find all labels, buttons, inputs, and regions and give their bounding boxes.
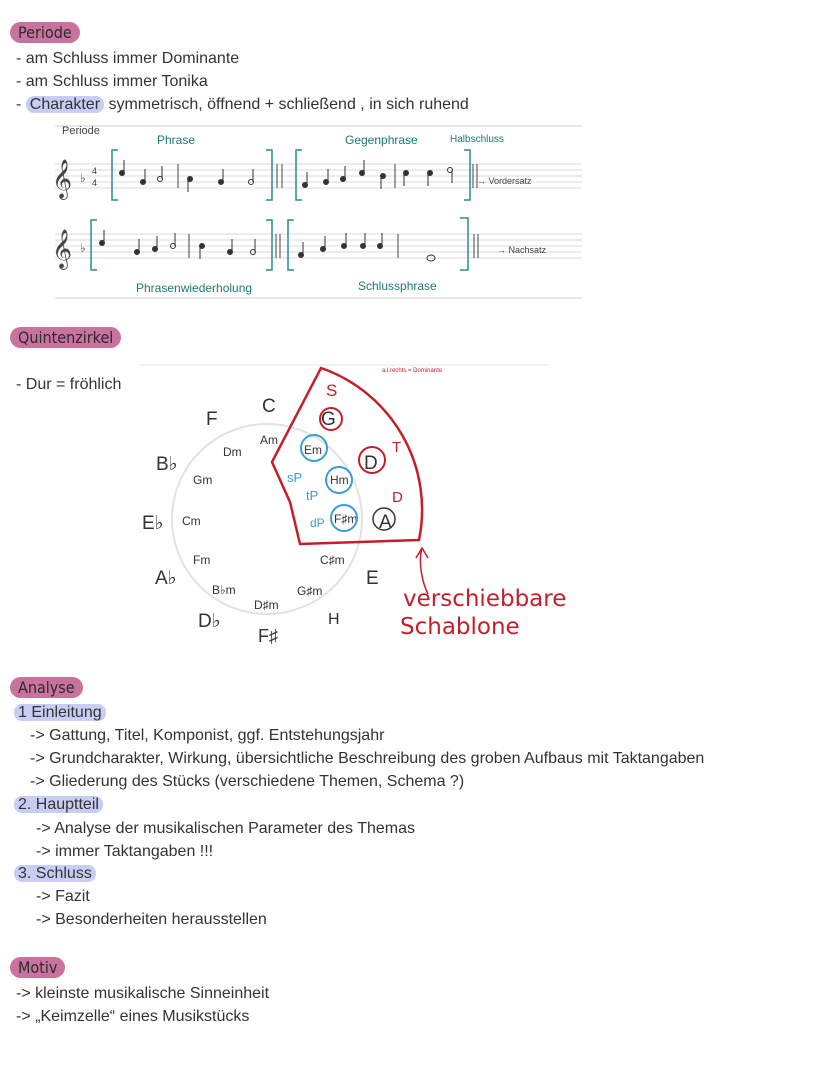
label-vordersatz: → Vordersatz: [477, 176, 532, 186]
svg-text:F: F: [206, 409, 218, 430]
caption-line-2: Schablone: [400, 614, 520, 640]
periode-staff-diagram: [40, 120, 585, 305]
label-sp: sP: [287, 470, 303, 485]
svg-text:G: G: [321, 409, 336, 430]
charakter-text: symmetrisch, öffnend + schließend , in sich ruhend: [104, 96, 469, 113]
section-hauptteil: [14, 796, 103, 814]
heading-motiv: Motiv: [10, 957, 65, 978]
svg-text:Hm: Hm: [330, 473, 349, 487]
heading-analyse: Analyse: [10, 677, 83, 698]
section-hauptteil-title: 2. Hauptteil: [14, 796, 103, 813]
label-phrase: Phrase: [157, 133, 196, 147]
schluss-item-1: -> Fazit: [36, 888, 90, 905]
section-einleitung: [14, 704, 106, 722]
label-s: S: [326, 381, 338, 400]
treble-clef-icon: 𝄞: [52, 230, 73, 268]
svg-text:F♯: F♯: [258, 626, 278, 646]
schluss-item-2: -> Besonderheiten herausstellen: [36, 911, 267, 928]
svg-text:G♯m: G♯m: [297, 584, 323, 598]
svg-text:♭: ♭: [80, 171, 86, 185]
svg-text:A: A: [379, 512, 392, 533]
heading-quintenzirkel: Quintenzirkel: [10, 327, 121, 348]
label-d: D: [392, 489, 403, 506]
label-periode: Periode: [62, 125, 100, 137]
svg-text:E: E: [366, 568, 379, 589]
svg-text:B♭m: B♭m: [212, 583, 236, 597]
label-t: T: [392, 439, 402, 456]
section-schluss-title: 3. Schluss: [14, 865, 96, 882]
svg-text:Gm: Gm: [193, 473, 213, 487]
hauptteil-item-1: -> Analyse der musikalischen Parameter des Themas: [36, 820, 415, 837]
svg-text:C♯m: C♯m: [320, 553, 345, 567]
einleitung-item-2: -> Grundcharakter, Wirkung, übersichtliche Beschreibung des groben Aufbaus mit Taktangaben: [30, 750, 705, 767]
charakter-prefix: -: [16, 96, 26, 113]
svg-text:D♯m: D♯m: [254, 598, 279, 612]
motiv-item-1: -> kleinste musikalische Sinneinheit: [16, 985, 270, 1002]
template-note: a.l.rechts = Dominante: [382, 368, 443, 374]
svg-text:F♯m: F♯m: [334, 512, 358, 526]
treble-clef-icon: 𝄞: [52, 160, 73, 198]
label-schlussphrase: Schlussphrase: [358, 279, 437, 293]
svg-text:Am: Am: [260, 433, 278, 447]
svg-text:E♭: E♭: [142, 513, 164, 534]
label-tp: tP: [306, 488, 319, 503]
label-nachsatz: → Nachsatz: [497, 245, 547, 255]
svg-text:H: H: [328, 611, 340, 628]
svg-text:Fm: Fm: [193, 553, 211, 567]
label-dp: dP: [310, 516, 325, 530]
einleitung-item-1: -> Gattung, Titel, Komponist, ggf. Entstehungsjahr: [30, 727, 385, 744]
caption-line-1: verschiebbare: [403, 586, 567, 612]
charakter-label: Charakter: [26, 96, 104, 113]
section-einleitung-title: 1 Einleitung: [14, 704, 106, 721]
svg-text:A♭: A♭: [155, 568, 177, 589]
motiv-item-2: -> „Keimzelle“ eines Musikstücks: [16, 1008, 250, 1025]
svg-text:Dm: Dm: [223, 445, 242, 459]
hauptteil-item-2: -> immer Taktangaben !!!: [36, 843, 214, 860]
periode-line-2: - am Schluss immer Tonika: [16, 73, 208, 90]
svg-text:B♭: B♭: [156, 454, 178, 475]
svg-text:D: D: [364, 453, 378, 474]
svg-text:Cm: Cm: [182, 514, 201, 528]
dur-text: - Dur = fröhlich: [16, 376, 122, 393]
svg-text:D♭: D♭: [198, 611, 221, 632]
periode-line-1: - am Schluss immer Dominante: [16, 50, 240, 67]
label-gegenphrase: Gegenphrase: [345, 133, 418, 147]
svg-text:♭: ♭: [80, 241, 86, 255]
label-phrasenwiederholung: Phrasenwiederholung: [136, 281, 253, 295]
heading-periode: Periode: [10, 22, 80, 43]
label-halbschluss: Halbschluss: [450, 134, 504, 145]
svg-text:4: 4: [92, 178, 98, 188]
svg-text:Em: Em: [304, 443, 322, 457]
svg-text:4: 4: [92, 166, 98, 176]
periode-line-3: [16, 96, 469, 114]
einleitung-item-3: -> Gliederung des Stücks (verschiedene Themen, Schema ?): [30, 773, 465, 790]
section-schluss: [14, 865, 96, 883]
svg-text:C: C: [262, 396, 276, 417]
